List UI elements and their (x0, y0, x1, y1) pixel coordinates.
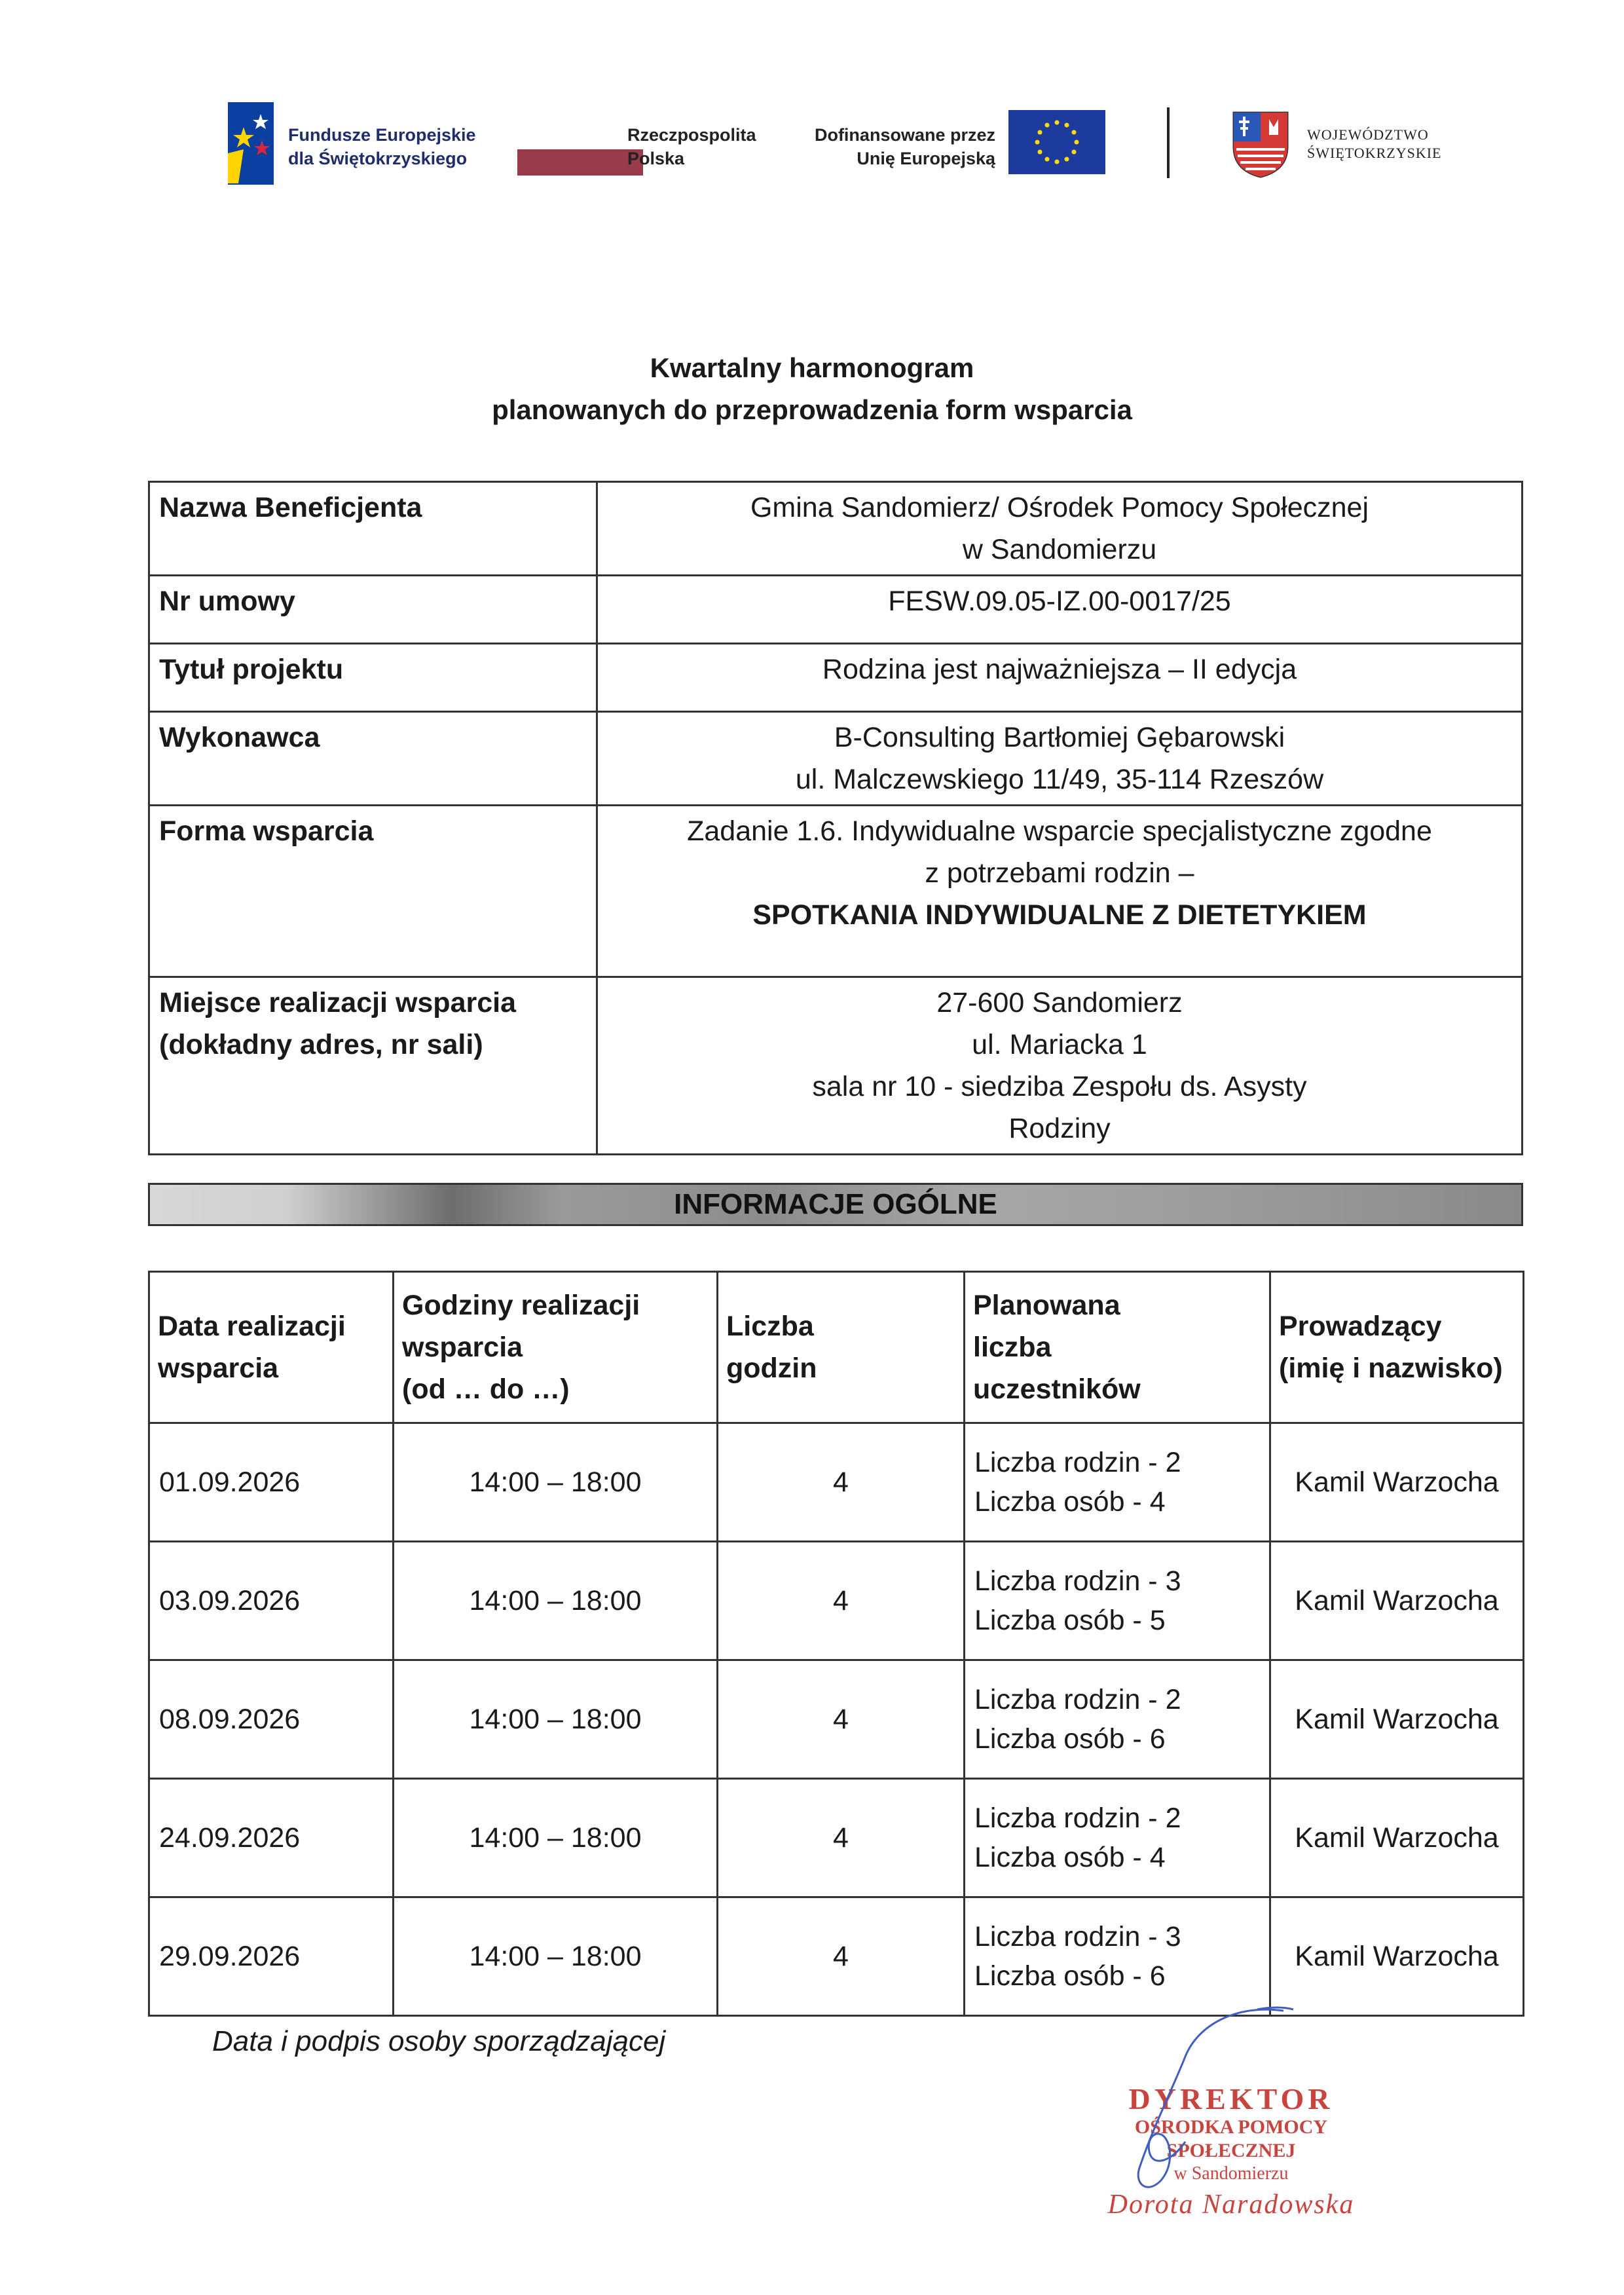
header-date (149, 1272, 394, 1423)
schedule-header-row (149, 1272, 1524, 1423)
fe-logo (228, 102, 274, 185)
header-date-line-2: wsparcia (158, 1353, 279, 1384)
row-families: Liczba rodzin - 2 (974, 1447, 1181, 1478)
rp-line-1: Rzeczpospolita (627, 125, 756, 145)
stamp-line-2: OŚRODKA POMOCY SPOŁECZNEJ (1134, 2116, 1328, 2161)
table-row (149, 1897, 1524, 2016)
forma-line-2: z potrzebami rodzin – (925, 857, 1194, 889)
row-date: 08.09.2026 (149, 1660, 394, 1779)
header-planned-line-2: liczba (973, 1332, 1052, 1363)
row-planned (965, 1779, 1270, 1897)
beneficjent-line-1: Gmina Sandomierz/ Ośrodek Pomocy Społecznej (750, 492, 1369, 523)
miejsce-line-1: 27-600 Sandomierz (936, 987, 1183, 1018)
header-hours-line-3: (od … do …) (402, 1373, 570, 1405)
wykonawca-value (597, 712, 1522, 806)
row-miejsce (149, 977, 1522, 1155)
header-leader (1270, 1272, 1524, 1423)
polish-flag-red (517, 149, 643, 176)
row-persons: Liczba osób - 5 (974, 1605, 1166, 1636)
fe-logo-text (288, 123, 476, 170)
eu-text (799, 123, 995, 170)
table-row (149, 1660, 1524, 1779)
row-umowa (149, 576, 1522, 644)
tytul-value: Rodzina jest najważniejsza – II edycja (597, 644, 1522, 712)
row-persons: Liczba osób - 6 (974, 1723, 1166, 1755)
row-hours: 14:00 – 18:00 (394, 1660, 718, 1779)
document-title (157, 347, 1467, 431)
row-count: 4 (718, 1779, 965, 1897)
row-leader: Kamil Warzocha (1270, 1660, 1524, 1779)
header-leader-line-1: Prowadzący (1279, 1311, 1442, 1342)
row-families: Liczba rodzin - 2 (974, 1802, 1181, 1834)
row-planned (965, 1423, 1270, 1542)
row-planned (965, 1660, 1270, 1779)
handwritten-signature-icon (1074, 1998, 1297, 2214)
table-row (149, 1542, 1524, 1660)
row-planned (965, 1542, 1270, 1660)
header-date-line-1: Data realizacji (158, 1311, 346, 1342)
header-count (718, 1272, 965, 1423)
tytul-label: Tytuł projektu (149, 644, 597, 712)
eu-line-2: Unię Europejską (857, 149, 995, 168)
row-date: 24.09.2026 (149, 1779, 394, 1897)
title-line-1: Kwartalny harmonogram (650, 352, 974, 383)
umowa-value: FESW.09.05-IZ.00-0017/25 (597, 576, 1522, 644)
fe-stars-icon (224, 102, 278, 185)
header-hours (394, 1272, 718, 1423)
row-persons: Liczba osób - 4 (974, 1486, 1166, 1518)
row-tytul (149, 644, 1522, 712)
table-row (149, 1423, 1524, 1542)
row-wykonawca (149, 712, 1522, 806)
header-count-line-2: godzin (726, 1353, 817, 1384)
stamp-line-3: w Sandomierzu (1173, 2163, 1289, 2184)
header-hours-line-1: Godziny realizacji (402, 1290, 640, 1321)
eu-stars-icon (1008, 110, 1105, 174)
signature-caption: Data i podpis osoby sporządzającej (212, 2025, 666, 2057)
row-families: Liczba rodzin - 3 (974, 1565, 1181, 1597)
row-leader: Kamil Warzocha (1270, 1779, 1524, 1897)
forma-line-1: Zadanie 1.6. Indywidualne wsparcie specjalistyczne zgodne (687, 815, 1432, 847)
row-date: 03.09.2026 (149, 1542, 394, 1660)
row-families: Liczba rodzin - 3 (974, 1921, 1181, 1952)
row-persons: Liczba osób - 6 (974, 1960, 1166, 1992)
miejsce-label-line-1: Miejsce realizacji wsparcia (159, 987, 516, 1018)
beneficjent-label: Nazwa Beneficjenta (149, 482, 597, 576)
rp-text (627, 123, 756, 170)
row-count: 4 (718, 1542, 965, 1660)
row-date: 01.09.2026 (149, 1423, 394, 1542)
logo-separator (1167, 107, 1170, 178)
row-leader: Kamil Warzocha (1270, 1542, 1524, 1660)
row-date: 29.09.2026 (149, 1897, 394, 2016)
row-count: 4 (718, 1897, 965, 2016)
row-leader: Kamil Warzocha (1270, 1423, 1524, 1542)
row-count: 4 (718, 1660, 965, 1779)
row-families: Liczba rodzin - 2 (974, 1684, 1181, 1715)
row-persons: Liczba osób - 4 (974, 1842, 1166, 1873)
row-forma (149, 806, 1522, 977)
wykonawca-label: Wykonawca (149, 712, 597, 806)
header-count-line-1: Liczba (726, 1311, 814, 1342)
table-row (149, 1779, 1524, 1897)
wykonawca-line-1: B-Consulting Bartłomiej Gębarowski (834, 722, 1285, 753)
row-hours: 14:00 – 18:00 (394, 1897, 718, 2016)
eu-flag-icon (1008, 110, 1105, 174)
header-planned-line-1: Planowana (973, 1290, 1120, 1321)
miejsce-line-4: Rodziny (1008, 1113, 1111, 1144)
wykonawca-line-2: ul. Malczewskiego 11/49, 35-114 Rzeszów (795, 764, 1324, 795)
miejsce-line-2: ul. Mariacka 1 (972, 1029, 1147, 1060)
rp-line-2: Polska (627, 149, 685, 168)
row-hours: 14:00 – 18:00 (394, 1542, 718, 1660)
header-planned-line-3: uczestników (973, 1373, 1141, 1405)
header-leader-line-2: (imię i nazwisko) (1279, 1353, 1503, 1384)
row-leader: Kamil Warzocha (1270, 1897, 1524, 2016)
umowa-label: Nr umowy (149, 576, 597, 644)
fe-logo-line-2: dla Świętokrzyskiego (288, 149, 468, 168)
miejsce-value (597, 977, 1522, 1155)
region-line-2: ŚWIĘTOKRZYSKIE (1307, 145, 1442, 161)
header-hours-line-2: wsparcia (402, 1332, 523, 1363)
beneficjent-line-2: w Sandomierzu (962, 534, 1157, 565)
section-header: INFORMACJE OGÓLNE (148, 1183, 1523, 1226)
schedule-table (148, 1271, 1524, 2017)
stamp-line-4: Dorota Naradowska (1107, 2190, 1355, 2220)
row-count: 4 (718, 1423, 965, 1542)
fe-logo-line-1: Fundusze Europejskie (288, 125, 476, 145)
title-line-2: planowanych do przeprowadzenia form wsparcia (492, 394, 1132, 425)
region-text (1307, 126, 1441, 162)
forma-label: Forma wsparcia (149, 806, 597, 977)
polish-flag-white (517, 124, 643, 149)
beneficjent-value (597, 482, 1522, 576)
row-hours: 14:00 – 18:00 (394, 1423, 718, 1542)
row-beneficjent (149, 482, 1522, 576)
region-crest-icon (1231, 110, 1290, 181)
miejsce-label (149, 977, 597, 1155)
project-info-table (148, 481, 1523, 1155)
eu-line-1: Dofinansowane przez (814, 125, 995, 145)
stamp-line-1: DYREKTOR (1128, 2082, 1334, 2116)
region-line-1: WOJEWÓDZTWO (1307, 126, 1429, 143)
miejsce-line-3: sala nr 10 - siedziba Zespołu ds. Asysty (812, 1071, 1307, 1102)
header-planned (965, 1272, 1270, 1423)
miejsce-label-line-2: (dokładny adres, nr sali) (159, 1029, 483, 1060)
forma-emphasis: SPOTKANIA INDYWIDUALNE Z DIETETYKIEM (752, 899, 1367, 931)
row-hours: 14:00 – 18:00 (394, 1779, 718, 1897)
forma-value (597, 806, 1522, 977)
